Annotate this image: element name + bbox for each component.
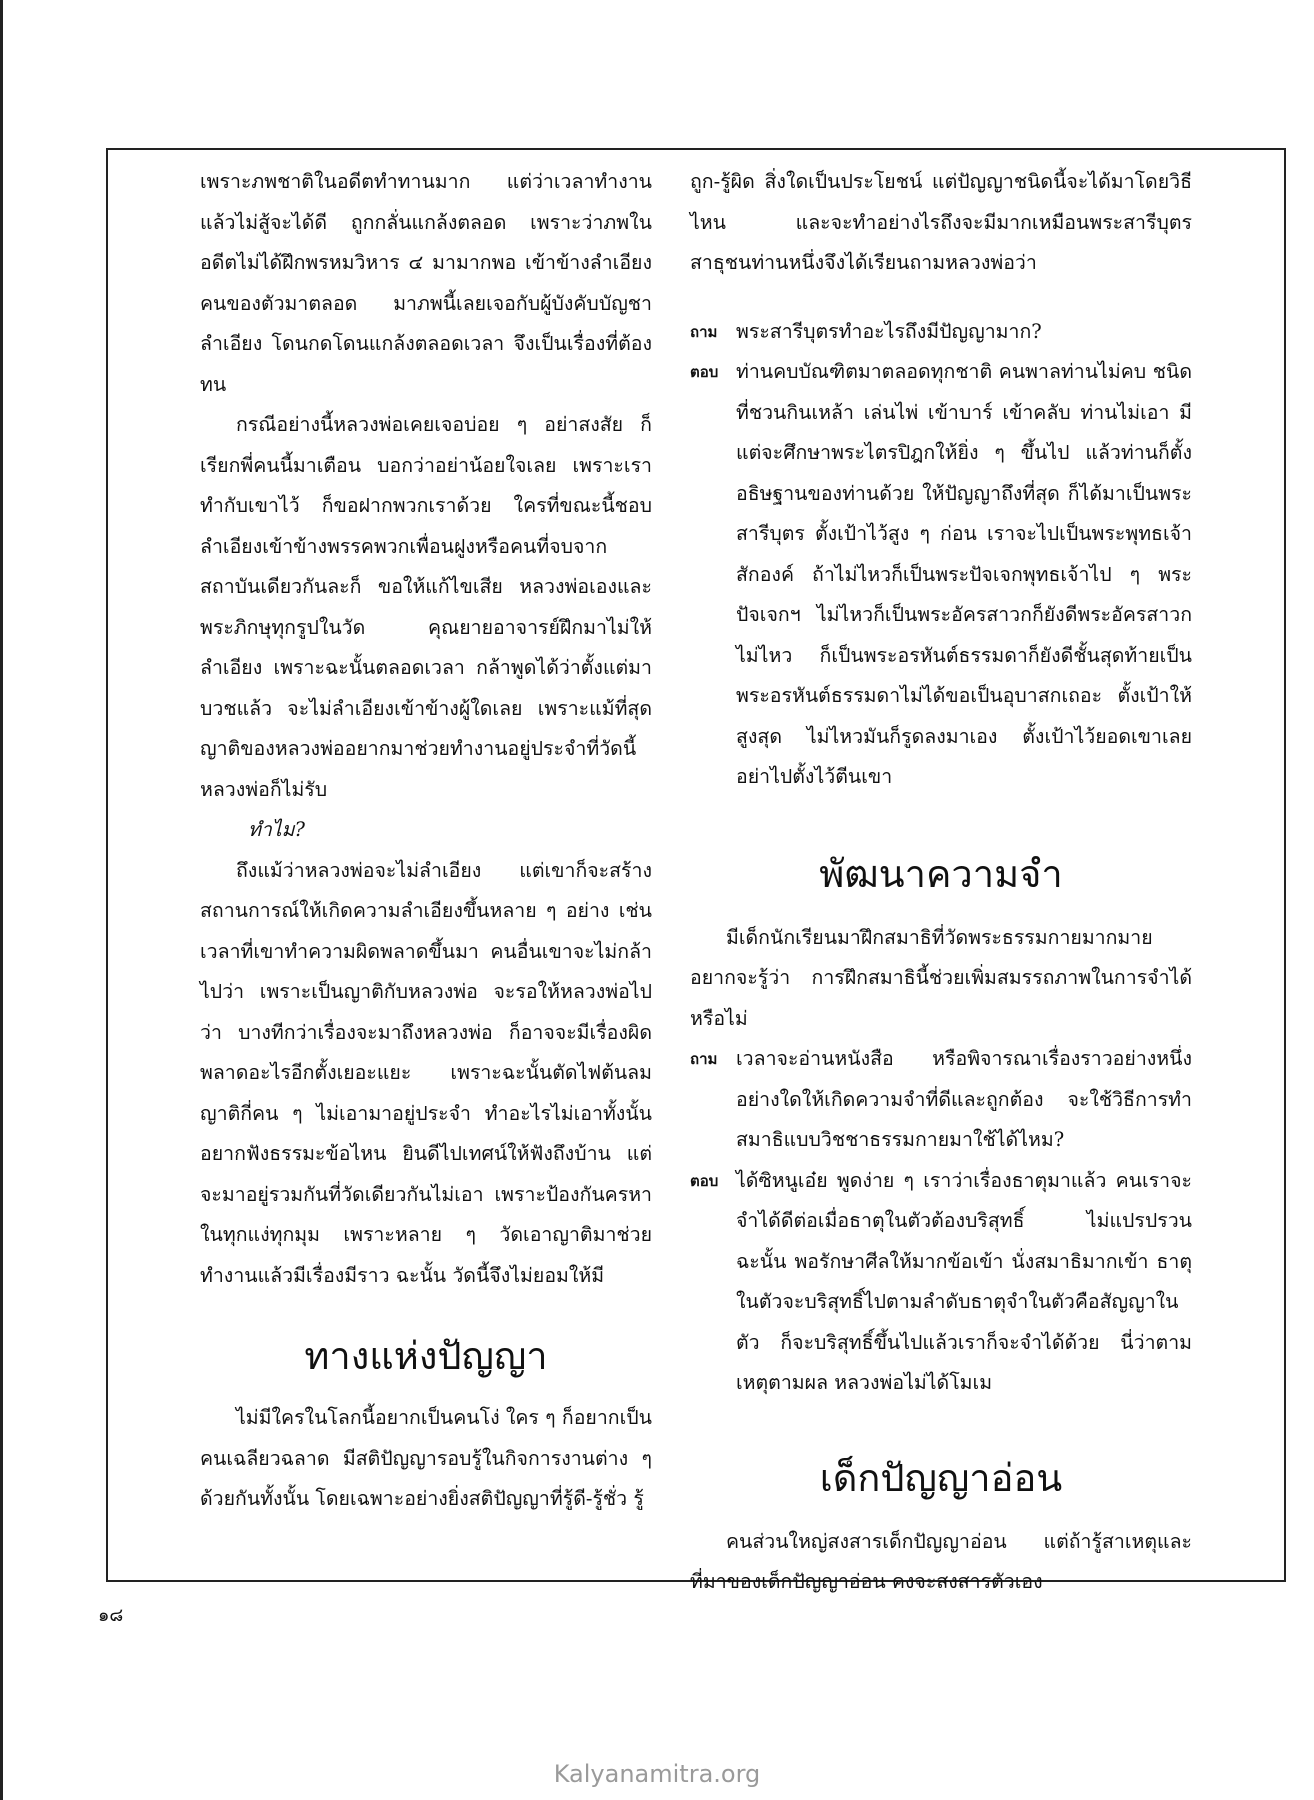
question-line: ทำไม? [248, 818, 305, 841]
qa-answer [690, 352, 1192, 798]
section-heading: พัฒนาความจำ [819, 851, 1063, 896]
qa-question [690, 1039, 1192, 1161]
section-heading: เด็กปัญญาอ่อน [819, 1455, 1063, 1500]
question-text: เวลาจะอ่านหนังสือ หรือพิจารณาเรื่องราวอย่างหนึ่งอย่างใดให้เกิดความจำที่ดีและถูกต้อง จะใช้วิธีการทำสมาธิแบบวิชชาธรรมกายมาใช้ได้ไหม? [736, 1047, 1192, 1151]
watermark-text: Kalyanamitra.org [553, 1760, 761, 1788]
question-tag: ถาม [690, 322, 718, 341]
scan-edge [0, 0, 3, 1800]
left-column [200, 162, 652, 1520]
qa-question [690, 312, 1192, 353]
paragraph: มีเด็กนักเรียนมาฝึกสมาธิที่วัดพระธรรมกายมากมายอยากจะรู้ว่า การฝึกสมาธินี้ช่วยเพิ่มสมรรถภาพในการจำได้หรือไม่ [690, 925, 1192, 1030]
paragraph: เพราะภพชาติในอดีตทำทานมาก แต่ว่าเวลาทำงานแล้วไม่สู้จะได้ดี ถูกกลั่นแกล้งตลอด เพราะว่าภพในอดีตไม่ได้ฝึกพรหมวิหาร ๔ มามากพอ เข้าข้างลำเอียงคนของตัวมาตลอด มาภพนี้เลยเจอกับผู้บังคับบัญชาลำเอียง โดนกดโดนแกล้งตลอดเวลา จึงเป็นเรื่องที่ต้องทน [200, 170, 652, 396]
paragraph: กรณีอย่างนี้หลวงพ่อเคยเจอบ่อย ๆ อย่าสงสัย ก็เรียกพี่คนนี้มาเตือน บอกว่าอย่าน้อยใจเลย เพราะเราทำกับเขาไว้ ก็ขอฝากพวกเราด้วย ใครที่ขณะนี้ชอบลำเอียงเข้าข้างพรรคพวกเพื่อนฝูงหรือคนที่จบจากสถาบันเดียวกันละก็ ขอให้แก้ไขเสีย หลวงพ่อเองและพระภิกษุทุกรูปในวัด คุณยายอาจารย์ฝึกมาไม่ให้ลำเอียง เพราะฉะนั้นตลอดเวลา กล้าพูดได้ว่าตั้งแต่มาบวชแล้ว จะไม่ลำเอียงเข้าข้างผู้ใดเลย เพราะแม้ที่สุด ญาติของหลวงพ่ออยากมาช่วยทำงานอยู่ประจำที่วัดนี้ หลวงพ่อก็ไม่รับ [200, 413, 652, 801]
paragraph: คนส่วนใหญ่สงสารเด็กปัญญาอ่อน แต่ถ้ารู้สาเหตุและที่มาของเด็กปัญญาอ่อน คงจะสงสารตัวเอง [690, 1529, 1192, 1593]
answer-text: ท่านคบบัณฑิตมาตลอดทุกชาติ คนพาลท่านไม่คบ ชนิดที่ชวนกินเหล้า เล่นไพ่ เข้าบาร์ เข้าคลับ ท่านไม่เอา มีแต่จะศึกษาพระไตรปิฎกให้ยิ่ง ๆ ขึ้นไป แล้วท่านก็ตั้งอธิษฐานของท่านด้วย ให้ปัญญาถึงที่สุด ก็ได้มาเป็นพระสารีบุตร ตั้งเป้าไว้สูง ๆ ก่อน เราจะไปเป็นพระพุทธเจ้าสักองค์ ถ้าไม่ไหวก็เป็นพระปัจเจกพุทธเจ้าไป ๆ พระปัจเจกฯ ไม่ไหวก็เป็นพระอัครสาวกก็ยังดีพระอัครสาวกไม่ไหว ก็เป็นพระอรหันต์ธรรมดาก็ยังดีชั้นสุดท้ายเป็นพระอรหันต์ธรรมดาไม่ได้ขอเป็นอุบาสกเถอะ ตั้งเป้าให้สูงสุด ไม่ไหวมันก็รูดลงมาเอง ตั้งเป้าไว้ยอดเขาเลย อย่าไปตั้งไว้ตีนเขา [736, 360, 1192, 788]
answer-tag: ตอบ [690, 363, 719, 381]
question-tag: ถาม [690, 1050, 718, 1068]
qa-answer [690, 1161, 1192, 1404]
page-number: ๑๘ [98, 1605, 124, 1626]
paragraph: ไม่มีใครในโลกนี้อยากเป็นคนโง่ ใคร ๆ ก็อยากเป็นคนเฉลียวฉลาด มีสติปัญญารอบรู้ในกิจการงานต่าง ๆ ด้วยกันทั้งนั้น โดยเฉพาะอย่างยิ่งสติปัญญาที่รู้ดี-รู้ชั่ว รู้ [200, 1406, 652, 1510]
answer-tag: ตอบ [690, 1171, 719, 1190]
right-column [690, 162, 1192, 1603]
paragraph: ถูก-รู้ผิด สิ่งใดเป็นประโยชน์ แต่ปัญญาชนิดนี้จะได้มาโดยวิธีไหน และจะทำอย่างไรถึงจะมีมากเหมือนพระสารีบุตร สาธุชนท่านหนึ่งจึงได้เรียนถามหลวงพ่อว่า [690, 170, 1192, 274]
answer-text: ได้ซิหนูเอ๋ย พูดง่าย ๆ เราว่าเรื่องธาตุมาแล้ว คนเราจะจำได้ดีต่อเมื่อธาตุในตัวต้องบริสุทธิ์ ไม่แปรปรวน ฉะนั้น พอรักษาศีลให้มากข้อเข้า นั่งสมาธิมากเข้า ธาตุในตัวจะบริสุทธิ์ไปตามลำดับธาตุจำในตัวคือสัญญาในตัว ก็จะบริสุทธิ์ขึ้นไปแล้วเราก็จะจำได้ด้วย นี่ว่าตามเหตุตามผล หลวงพ่อไม่ได้โมเม [736, 1168, 1192, 1394]
question-text: พระสารีบุตรทำอะไรถึงมีปัญญามาก? [736, 319, 1042, 343]
section-heading: ทางแห่งปัญญา [304, 1334, 548, 1378]
paragraph: ถึงแม้ว่าหลวงพ่อจะไม่ลำเอียง แต่เขาก็จะสร้างสถานการณ์ให้เกิดความลำเอียงขึ้นหลาย ๆ อย่าง เช่น เวลาที่เขาทำความผิดพลาดขึ้นมา คนอื่นเขาจะไม่กล้าไปว่า เพราะเป็นญาติกับหลวงพ่อ จะรอให้หลวงพ่อไปว่า บางทีกว่าเรื่องจะมาถึงหลวงพ่อ ก็อาจจะมีเรื่องผิดพลาดอะไรอีกตั้งเยอะแยะ เพราะฉะนั้นตัดไฟต้นลม ญาติกี่คน ๆ ไม่เอามาอยู่ประจำ ทำอะไรไม่เอาทั้งนั้น อยากฟังธรรมะข้อไหน ยินดีไปเทศน์ให้ฟังถึงบ้าน แต่จะมาอยู่รวมกันที่วัดเดียวกันไม่เอา เพราะป้องกันครหาในทุกแง่ทุกมุม เพราะหลาย ๆ วัดเอาญาติมาช่วยทำงานแล้วมีเรื่องมีราว ฉะนั้น วัดนี้จึงไม่ยอมให้มี [200, 858, 652, 1287]
spacer [200, 1296, 652, 1326]
